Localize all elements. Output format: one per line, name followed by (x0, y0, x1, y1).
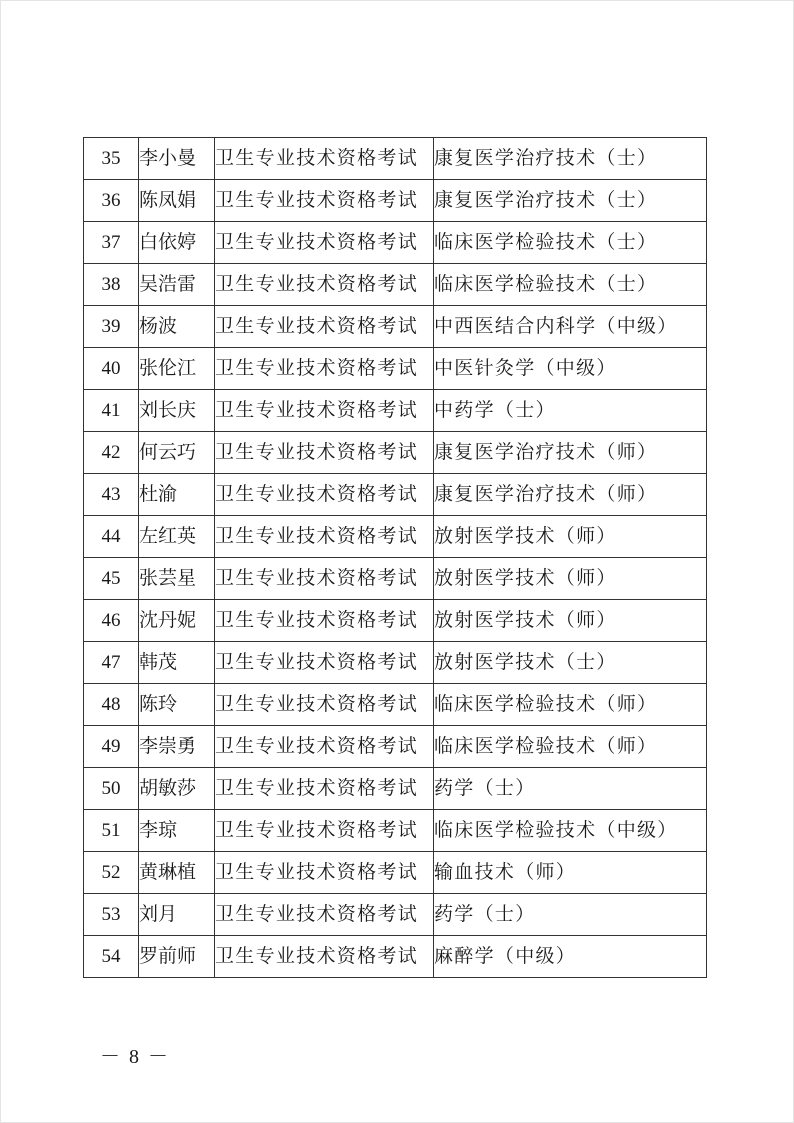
exam-subject: 临床医学检验技术（士） (434, 222, 707, 264)
person-name: 刘长庆 (139, 390, 215, 432)
table-row (84, 390, 707, 432)
table-row (84, 348, 707, 390)
exam-type: 卫生专业技术资格考试 (215, 222, 434, 264)
person-name: 李琼 (139, 810, 215, 852)
person-name: 左红英 (139, 516, 215, 558)
exam-subject: 临床医学检验技术（师） (434, 684, 707, 726)
row-number: 42 (84, 432, 139, 474)
exam-type: 卫生专业技术资格考试 (215, 474, 434, 516)
person-name: 杨波 (139, 306, 215, 348)
table-row (84, 642, 707, 684)
table-row (84, 138, 707, 180)
person-name: 沈丹妮 (139, 600, 215, 642)
exam-subject: 中西医结合内科学（中级） (434, 306, 707, 348)
exam-type: 卫生专业技术资格考试 (215, 810, 434, 852)
row-number: 49 (84, 726, 139, 768)
person-name: 杜渝 (139, 474, 215, 516)
exam-subject: 康复医学治疗技术（师） (434, 432, 707, 474)
person-name: 黄琳植 (139, 852, 215, 894)
roster-table-body (84, 138, 707, 978)
row-number: 41 (84, 390, 139, 432)
row-number: 48 (84, 684, 139, 726)
person-name: 张芸星 (139, 558, 215, 600)
exam-subject: 放射医学技术（师） (434, 558, 707, 600)
person-name: 陈玲 (139, 684, 215, 726)
table-row (84, 222, 707, 264)
row-number: 46 (84, 600, 139, 642)
table-row (84, 726, 707, 768)
row-number: 54 (84, 936, 139, 978)
roster-table (83, 137, 707, 978)
exam-type: 卫生专业技术资格考试 (215, 684, 434, 726)
person-name: 胡敏莎 (139, 768, 215, 810)
exam-subject: 临床医学检验技术（中级） (434, 810, 707, 852)
person-name: 何云巧 (139, 432, 215, 474)
row-number: 38 (84, 264, 139, 306)
person-name: 李小曼 (139, 138, 215, 180)
exam-subject: 麻醉学（中级） (434, 936, 707, 978)
row-number: 43 (84, 474, 139, 516)
row-number: 39 (84, 306, 139, 348)
table-row (84, 180, 707, 222)
exam-type: 卫生专业技术资格考试 (215, 642, 434, 684)
page-number: － 8 － (100, 1046, 170, 1068)
exam-type: 卫生专业技术资格考试 (215, 432, 434, 474)
person-name: 张伦江 (139, 348, 215, 390)
table-row (84, 600, 707, 642)
table-row (84, 474, 707, 516)
person-name: 韩茂 (139, 642, 215, 684)
table-row (84, 264, 707, 306)
exam-type: 卫生专业技术资格考试 (215, 558, 434, 600)
exam-subject: 放射医学技术（师） (434, 600, 707, 642)
table-row (84, 894, 707, 936)
person-name: 刘月 (139, 894, 215, 936)
row-number: 52 (84, 852, 139, 894)
table-row (84, 684, 707, 726)
exam-subject: 放射医学技术（师） (434, 516, 707, 558)
person-name: 李崇勇 (139, 726, 215, 768)
row-number: 51 (84, 810, 139, 852)
table-row (84, 432, 707, 474)
person-name: 陈凤娟 (139, 180, 215, 222)
exam-subject: 康复医学治疗技术（士） (434, 138, 707, 180)
exam-type: 卫生专业技术资格考试 (215, 894, 434, 936)
row-number: 44 (84, 516, 139, 558)
exam-subject: 输血技术（师） (434, 852, 707, 894)
exam-subject: 放射医学技术（士） (434, 642, 707, 684)
person-name: 白依婷 (139, 222, 215, 264)
exam-subject: 临床医学检验技术（师） (434, 726, 707, 768)
row-number: 47 (84, 642, 139, 684)
exam-type: 卫生专业技术资格考试 (215, 516, 434, 558)
table-row (84, 936, 707, 978)
exam-type: 卫生专业技术资格考试 (215, 726, 434, 768)
exam-type: 卫生专业技术资格考试 (215, 936, 434, 978)
row-number: 50 (84, 768, 139, 810)
exam-type: 卫生专业技术资格考试 (215, 768, 434, 810)
row-number: 37 (84, 222, 139, 264)
table-row (84, 768, 707, 810)
exam-subject: 康复医学治疗技术（士） (434, 180, 707, 222)
row-number: 36 (84, 180, 139, 222)
exam-subject: 中医针灸学（中级） (434, 348, 707, 390)
exam-subject: 临床医学检验技术（士） (434, 264, 707, 306)
exam-type: 卫生专业技术资格考试 (215, 306, 434, 348)
exam-type: 卫生专业技术资格考试 (215, 138, 434, 180)
exam-subject: 药学（士） (434, 768, 707, 810)
table-row (84, 306, 707, 348)
person-name: 吴浩雷 (139, 264, 215, 306)
row-number: 35 (84, 138, 139, 180)
person-name: 罗前师 (139, 936, 215, 978)
table-row (84, 852, 707, 894)
exam-type: 卫生专业技术资格考试 (215, 264, 434, 306)
row-number: 40 (84, 348, 139, 390)
table-row (84, 516, 707, 558)
row-number: 45 (84, 558, 139, 600)
exam-subject: 康复医学治疗技术（师） (434, 474, 707, 516)
exam-type: 卫生专业技术资格考试 (215, 348, 434, 390)
table-row (84, 810, 707, 852)
row-number: 53 (84, 894, 139, 936)
exam-type: 卫生专业技术资格考试 (215, 852, 434, 894)
exam-subject: 中药学（士） (434, 390, 707, 432)
exam-type: 卫生专业技术资格考试 (215, 390, 434, 432)
table-row (84, 558, 707, 600)
exam-type: 卫生专业技术资格考试 (215, 180, 434, 222)
exam-subject: 药学（士） (434, 894, 707, 936)
exam-type: 卫生专业技术资格考试 (215, 600, 434, 642)
